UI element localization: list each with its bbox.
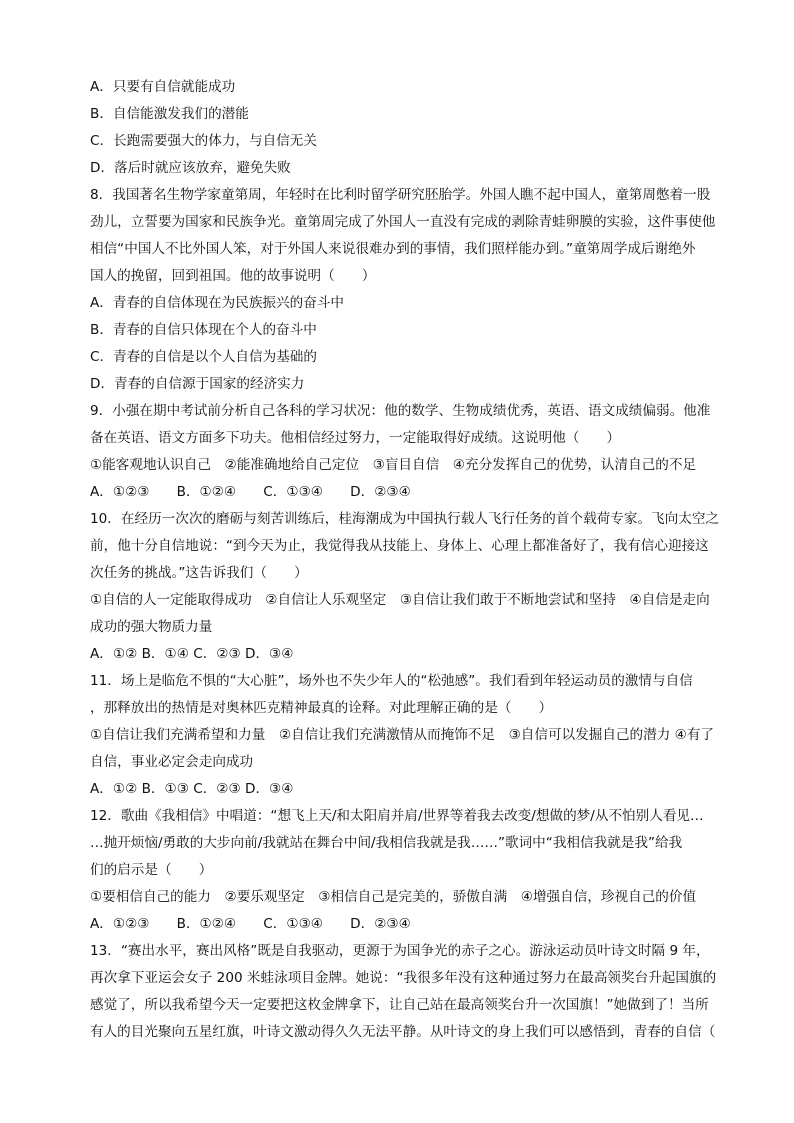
question-13-text: 感觉了，所以我希望今天一定要把这枚金牌拿下，让自己站在最高领奖台升一次国旗！”她做到了！当所 xyxy=(90,997,709,1013)
answer-choices: A．①②③ B．①②④ C．①③④ D．②③④ xyxy=(90,484,411,500)
question-12-text: …抛开烦恼/勇敢的大步向前/我就站在舞台中间/我相信我就是我……”歌词中“我相信我就是我”给我 xyxy=(90,835,683,851)
statement-line: ①自信的人一定能取得成功 ②自信让人乐观坚定 ③自信让我们敢于不断地尝试和坚持 ④自信是走向 xyxy=(90,592,710,608)
statement-line: 成功的强大物质力量 xyxy=(90,619,213,635)
question-11-text: 11．场上是临危不惧的“大心脏”，场外也不失少年人的“松弛感”。我们看到年轻运动员的激情与自信 xyxy=(90,673,693,689)
question-10-text: 10．在经历一次次的磨砺与刻苦训练后，桂海潮成为中国执行载人飞行任务的首个载荷专家。飞向太空之 xyxy=(90,511,720,527)
option-line: A．只要有自信就能成功 xyxy=(90,79,236,95)
question-13-text: 有人的目光聚向五星红旗，叶诗文激动得久久无法平静。从叶诗文的身上我们可以感悟到，青春的自信（ xyxy=(90,1024,716,1040)
option-line: D．青春的自信源于国家的经济实力 xyxy=(90,376,305,392)
question-8-text: 相信“中国人不比外国人笨，对于外国人来说很难办到的事情，我们照样能办到。”童第周学成后谢绝外 xyxy=(90,241,696,257)
option-line: B．青春的自信只体现在个人的奋斗中 xyxy=(90,322,317,338)
question-10-text: 次任务的挑战。”这告诉我们（ ） xyxy=(90,565,308,581)
question-12-text: 12．歌曲《我相信》中唱道：“想飞上天/和太阳肩并肩/世界等着我去改变/想做的梦/从不怕别人看见… xyxy=(90,808,704,824)
option-line: D．落后时就应该放弃，避免失败 xyxy=(90,160,291,176)
statement-line: ①自信让我们充满希望和力量 ②自信让我们充满激情从而掩饰不足 ③自信可以发掘自己的潜力 ④有了 xyxy=(90,727,715,743)
option-line: C．长跑需要强大的体力，与自信无关 xyxy=(90,133,317,149)
option-line: B．自信能激发我们的潜能 xyxy=(90,106,249,122)
question-10-text: 前，他十分自信地说：“到今天为止，我觉得我从技能上、身体上、心理上都准备好了，我有信心迎接这 xyxy=(90,538,709,554)
question-13-text: 再次拿下亚运会女子 200 米蛙泳项目金牌。她说：“我很多年没有这种通过努力在最高领奖台升起国旗的 xyxy=(90,970,717,986)
question-8-text: 国人的挽留，回到祖国。他的故事说明（ ） xyxy=(90,268,376,284)
question-9-text: 备在英语、语文方面多下功夫。他相信经过努力，一定能取得好成绩。这说明他（ ） xyxy=(90,430,621,446)
question-12-text: 们的启示是（ ） xyxy=(90,862,213,878)
option-line: A．青春的自信体现在为民族振兴的奋斗中 xyxy=(90,295,344,311)
statement-line: ①要相信自己的能力 ②要乐观坚定 ③相信自己是完美的，骄傲自满 ④增强自信，珍视自己的价值 xyxy=(90,889,697,905)
exam-page xyxy=(90,74,740,1046)
question-8-text: 劲儿，立誓要为国家和民族争光。童第周完成了外国人一直没有完成的剥除青蛙卵膜的实验，这件事使他 xyxy=(90,214,716,230)
statement-line: 自信，事业必定会走向成功 xyxy=(90,754,254,770)
statement-line: ①能客观地认识自己 ②能准确地给自己定位 ③盲目自信 ④充分发挥自己的优势，认清自己的不足 xyxy=(90,457,697,473)
question-8-text: 8．我国著名生物学家童第周，年轻时在比利时留学研究胚胎学。外国人瞧不起中国人，童第周憋着一股 xyxy=(90,187,711,203)
question-11-text: ，那释放出的热情是对奥林匹克精神最真的诠释。对此理解正确的是（ ） xyxy=(90,700,553,716)
answer-choices: A．①②③ B．①②④ C．①③④ D．②③④ xyxy=(90,916,411,932)
question-9-text: 9．小强在期中考试前分析自己各科的学习状况：他的数学、生物成绩优秀，英语、语文成绩偏弱。他准 xyxy=(90,403,711,419)
question-13-text: 13．“赛出水平，赛出风格”既是自我驱动，更源于为国争光的赤子之心。游泳运动员叶诗文时隔 9 年， xyxy=(90,943,710,959)
answer-choices: A．①② B．①④ C．②③ D．③④ xyxy=(90,646,294,662)
option-line: C．青春的自信是以个人自信为基础的 xyxy=(90,349,317,365)
answer-choices: A．①② B．①③ C．②③ D．③④ xyxy=(90,781,294,797)
